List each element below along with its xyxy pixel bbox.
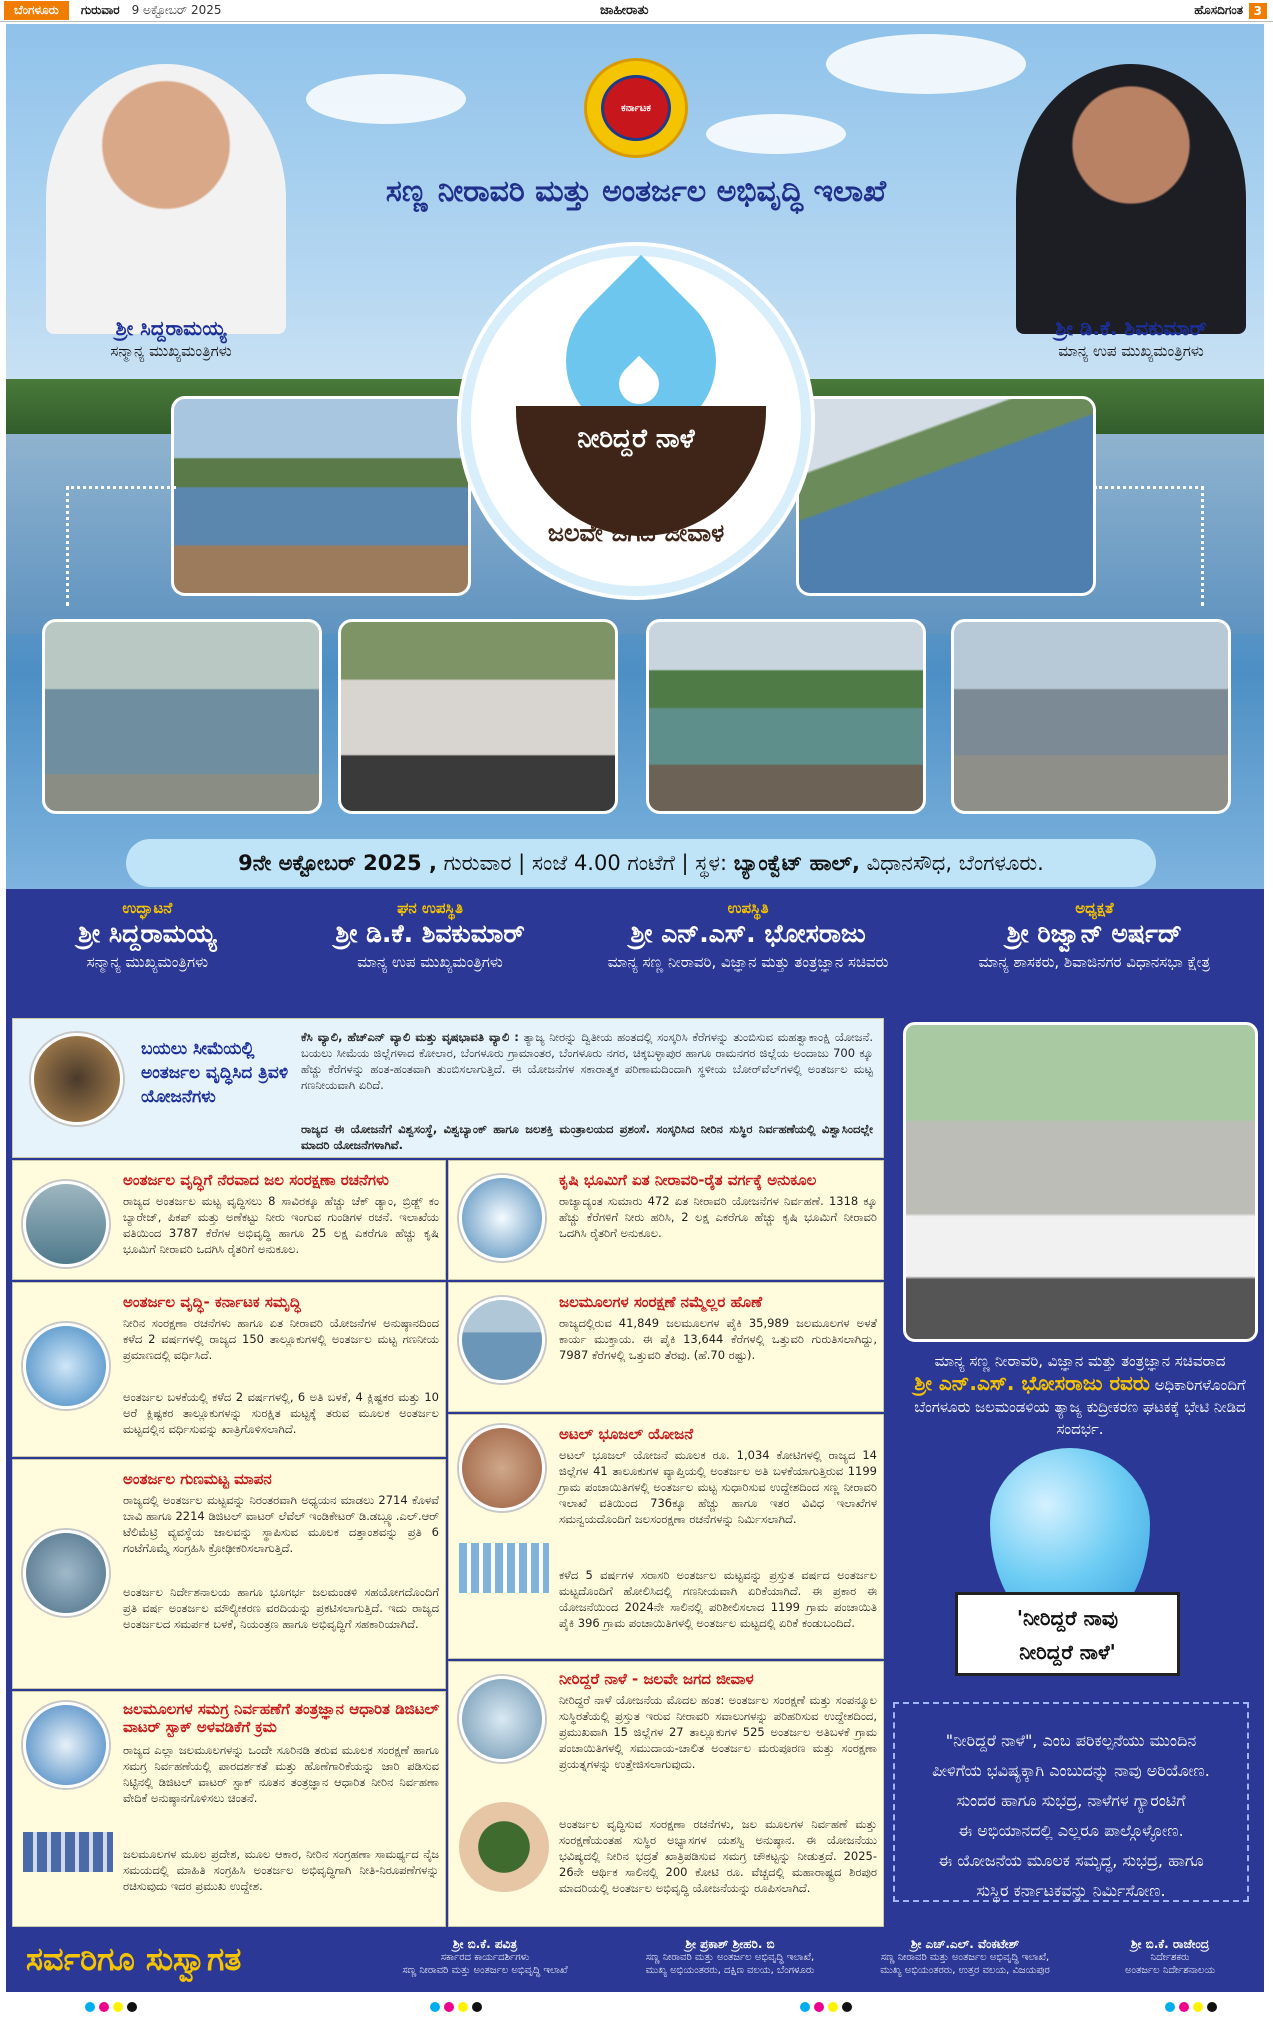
section-triple-projects [12,1018,884,1158]
section-neeriddare-naale: ನೀರಿದ್ದರೆ ನಾಳೆ - ಜಲವೇ ಜಗದ ಜೀವಾಳ ನೀರಿದ್ದರೆ ನಾಳೆ ಯೋಜನೆಯ ಮೊದಲ ಹಂತ: ಅಂತರ್ಜಲ ಸಂರಕ್ಷಣೆ ಮತ್ತು ಸಂಪನ್ಮೂಲ ಸುಸ್ಥಿರತೆಯಲ್ಲಿ ಪ್ರಸ್ತುತ ಇರುವ ನೀರಾವರಿ ಸವಾಲುಗಳನ್ನು ಪರಿಹರಿಸುವ ಉದ್ದೇಶದಿಂದ, ಪ್ರಮುಖವಾಗಿ 15 ಜಿಲ್ಲೆಗಳ 27 ತಾಲ್ಲೂಕುಗಳ 525 ಅಂತರ್ಜಲ ಅತಿಬಳಕೆ ಗ್ರಾಮ ಪಂಚಾಯಿತಿಗಳಲ್ಲಿ ಸಮುದಾಯ-ಚಾಲಿತ ಅಂತರ್ಜಲ ಮರುಪೂರಣ ಮತ್ತು ಸಂರಕ್ಷಣಾ ಪ್ರಯತ್ನಗಳನ್ನು ಉತ್ತೇಜಿಸಲಾಗುವುದು. ಅಂತರ್ಜಲ ವೃದ್ಧಿಸುವ ಸಂರಕ್ಷಣಾ ರಚನೆಗಳು, ಜಲ ಮೂಲಗಳ ನಿರ್ವಹಣೆ ಮತ್ತು ಸಂರಕ್ಷಣೆಯಂತಹ ಸುಸ್ಥಿರ ಅಭ್ಯಾಸಗಳ ಯಶಸ್ವಿ ಅನುಷ್ಠಾನ. ಈ ಯೋಜನೆಯು ಭವಿಷ್ಯದಲ್ಲಿ ನೀರಿನ ಭದ್ರತೆ ಖಾತ್ರಿಪಡಿಸುವ ಸಮಗ್ರ ಚೌಕಟ್ಟನ್ನು ನೀಡುತ್ತದೆ. 2025-26ನೇ ಆರ್ಥಿಕ ಸಾಲಿನಲ್ಲಿ 200 ಕೋಟಿ ರೂ. ವೆಚ್ಚದಲ್ಲಿ ಮಹಾರಾಷ್ಟ್ರದ ಶಿರಪುರ ಮಾದರಿಯಲ್ಲಿ ಅಂತರ್ಜಲ ಅಭಿವೃದ್ಧಿ ಯೋಜನೆಯನ್ನು ರೂಪಿಸಲಾಗಿದೆ. [448,1661,884,1927]
signatory: ಶ್ರೀ ಬಿ.ಕೆ. ರಾಜೇಂದ್ರ ನಿರ್ದೇಶಕರು ಅಂತರ್ಜಲ ನಿರ್ದೇಶನಾಲಯ [1124,1937,1216,1976]
well-photo [31,1033,123,1125]
section-water-bodies: ಜಲಮೂಲಗಳ ಸಂರಕ್ಷಣೆ ನಮ್ಮೆಲ್ಲರ ಹೊಣೆ ರಾಜ್ಯದಲ್ಲಿರುವ 41,849 ಜಲಮೂಲಗಳ ಪೈಕಿ 35,989 ಜಲಮೂಲಗಳ ಅಳತೆ ಕಾರ್ಯ ಮುಕ್ತಾಯ. ಈ ಪೈಕಿ 13,644 ಕೆರೆಗಳಲ್ಲಿ ಒತ್ತುವರಿ ಗುರುತಿಸಲಾಗಿದ್ದು, 7987 ಕೆರೆಗಳಲ್ಲಿ ಒತ್ತುವರಿ ತೆರವು. (ಹೆ.70 ರಷ್ಟು). [448,1282,884,1412]
registration-marks [800,2002,852,2012]
portrait-chief-minister [46,64,286,334]
pledge-box: "ನೀರಿದ್ದರೆ ನಾಳೆ", ಎಂಬ ಪರಿಕಲ್ಪನೆಯು ಮುಂದಿನ ಪೀಳಿಗೆಯ ಭವಿಷ್ಯಕ್ಕಾಗಿ ಎಂಬುದನ್ನು ನಾವು ಅರಿಯೋಣ. ಸುಂದರ ಹಾಗೂ ಸುಭದ್ರ, ನಾಳೆಗಳ ಗ್ಯಾರಂಟಿಗೆ ಈ ಅಭಿಯಾನದಲ್ಲಿ ಎಲ್ಲರೂ ಪಾಲ್ಗೊಳ್ಳೋಣ. ಈ ಯೋಜನೆಯ ಮೂಲಕ ಸಮೃದ್ಧ, ಸುಭದ್ರ, ಹಾಗೂ ಸುಸ್ಥಿರ ಕರ್ನಾಟಕವನ್ನು ನಿರ್ಮಿಸೋಣ. [893,1702,1249,1902]
monitoring-thumb [23,1530,109,1616]
section-digital-water-stack: ಜಲಮೂಲಗಳ ಸಮಗ್ರ ನಿರ್ವಹಣೆಗೆ ತಂತ್ರಜ್ಞಾನ ಆಧಾರಿತ ಡಿಜಿಟಲ್ ವಾಟರ್ ಸ್ಟಾಕ್ ಅಳವಡಿಕೆಗೆ ಕ್ರಮ ರಾಜ್ಯದ ಎಲ್ಲಾ ಜಲಮೂಲಗಳನ್ನು ಒಂದೇ ಸೂರಿನಡಿ ತರುವ ಮೂಲಕ ಸಂರಕ್ಷಣೆ ಹಾಗೂ ಸಮಗ್ರ ನಿರ್ವಹಣೆಯಲ್ಲಿ ಪಾರದರ್ಶಕತೆ ಮತ್ತು ಹೊಣೆಗಾರಿಕೆಯನ್ನು ಜಾರಿ ಪಡಿಸುವ ನಿಟ್ಟಿನಲ್ಲಿ ಡಿಜಿಟಲ್ ವಾಟರ್ ಸ್ಟಾಕ್ ನೂತನ ತಂತ್ರಜ್ಞಾನ ಆಧಾರಿತ ನೀರಿನ ನಿರ್ವಹಣಾ ವೇದಿಕೆ ಅನುಷ್ಠಾನಗೊಳಿಸಲು ಚಿಂತನೆ. ಜಲಮೂಲಗಳ ಮೂಲ ಪ್ರದೇಶ, ಮೂಲ ಆಕಾರ, ನೀರಿನ ಸಂಗ್ರಹಣಾ ಸಾಮರ್ಥ್ಯದ ನೈಜ ಸಮಯದಲ್ಲಿ ಮಾಹಿತಿ ಸಂಗ್ರಹಿಸಿ ಅಂತರ್ಜಲ ಅಭಿವೃದ್ಧಿಗಾಗಿ ನೀತಿ-ನಿರೂಪಣೆಗಳನ್ನು ರಚಿಸುವುದು ಇದರ ಪ್ರಮುಖ ಉದ್ದೇಶ. [12,1691,446,1927]
photo-caption: ಮಾನ್ಯ ಸಣ್ಣ ನೀರಾವರಿ, ವಿಜ್ಞಾನ ಮತ್ತು ತಂತ್ರಜ್ಞಾನ ಸಚಿವರಾದ ಶ್ರೀ ಎನ್.ಎಸ್. ಭೋಸರಾಜು ರವರು ಅಧಿಕಾರಿಗಳೊಂದಿಗೆ ಬೆಂಗಳೂರು ಜಲಮಂಡಳಿಯ ತ್ಯಾಜ್ಯ ಕುದ್ರೀಕರಣ ಘಟಕಕ್ಕೆ ಭೇಟಿ ನೀಡಿದ ಸಂದರ್ಭ. [914,1352,1246,1438]
weekday: ಗುರುವಾರ [80,3,120,17]
leader-role: ಸನ್ಮಾನ್ಯ ಮುಖ್ಯಮಂತ್ರಿಗಳು [110,342,232,360]
lake-photo-left [171,396,471,596]
section-groundwater-quality: ಅಂತರ್ಜಲ ಗುಣಮಟ್ಟ ಮಾಪನ ರಾಜ್ಯದಲ್ಲಿ ಅಂತರ್ಜಲ ಮಟ್ಟವನ್ನು ನಿರಂತರವಾಗಿ ಅಧ್ಯಯನ ಮಾಡಲು 2714 ಕೊಳವೆ ಬಾವಿ ಹಾಗೂ 2214 ಡಿಜಿಟಲ್ ವಾಟರ್ ಲೆವೆಲ್ ಇಂಡಿಕೇಟರ್ ಡಿ.ಡಬ್ಲ್ಯೂ.ಎಲ್.ಆರ್ ಟೆಲಿಮೆಟ್ರಿ ವ್ಯವಸ್ಥೆಯ ಜಾಲವನ್ನು ಸ್ಥಾಪಿಸುವ ಮೂಲಕ ದತ್ತಾಂಶವನ್ನು ಪ್ರತಿ 6 ಗಂಟೆಗೊಮ್ಮೆ ಸಂಗ್ರಹಿಸಿ ಕ್ರೋಢೀಕರಿಸಲಾಗುತ್ತಿದೆ. ಅಂತರ್ಜಲ ನಿರ್ದೇಶನಾಲಯ ಹಾಗೂ ಭೂಗರ್ಭ ಜಲಮಂಡಳಿ ಸಹಯೋಗದೊಂದಿಗೆ ಪ್ರತಿ ವರ್ಷ ಅಂತರ್ಜಲ ಮೌಲ್ಯೀಕರಣ ವರದಿಯನ್ನು ಪ್ರಕಟಿಸಲಾಗುತ್ತಿದೆ. ಇದು ರಾಜ್ಯದ ಅಂತರ್ಜಲದ ಸಮರ್ಪಕ ಬಳಕೆ, ನಿಯಂತ್ರಣ ಹಾಗೂ ಅಭಿವೃದ್ಧಿಗೆ ಸಹಕಾರಿಯಾಗಿದೆ. [12,1459,446,1689]
portrait-deputy-chief-minister [1016,64,1246,334]
digital-water-stack-thumb [23,1702,109,1788]
treatment-plant-photo [951,619,1231,814]
section-groundwater-growth: ಅಂತರ್ಜಲ ವೃದ್ಧಿ- ಕರ್ನಾಟಕ ಸಮೃದ್ಧಿ ನೀರಿನ ಸಂರಕ್ಷಣಾ ರಚನೆಗಳು ಹಾಗೂ ಏತ ನೀರಾವರಿ ಯೋಜನೆಗಳ ಅನುಷ್ಠಾನದಿಂದ ಕಳೆದ 2 ವರ್ಷಗಳಲ್ಲಿ ರಾಜ್ಯದ 150 ತಾಲ್ಲೂಕುಗಳಲ್ಲಿ ಅಂತರ್ಜಲ ಮಟ್ಟ ಗಣನೀಯ ಪ್ರಮಾಣದಲ್ಲಿ ವರ್ಧಿಸಿದೆ. ಅಂತರ್ಜಲ ಬಳಕೆಯಲ್ಲಿ ಕಳೆದ 2 ವರ್ಷಗಳಲ್ಲಿ, 6 ಅತಿ ಬಳಕೆ, 4 ಕ್ಲಿಷ್ಟಕರ ಮತ್ತು 10 ಅರೆ ಕ್ಲಿಷ್ಟಕರ ತಾಲ್ಲೂಕುಗಳನ್ನು ಸುರಕ್ಷಿತ ಮಟ್ಟಕ್ಕೆ ತರುವ ಮೂಲಕ ಅಂತರ್ಜಲ ಮಟ್ಟದಲ್ಲಿನ ವರ್ಧಿಸುವನ್ನು ಖಾತ್ರಿಗೊಳಿಸಲಾಗಿದೆ. [12,1282,446,1457]
guests-band [6,889,1264,1002]
advertisement-label: ಜಾಹೀರಾತು [600,3,649,18]
checkdam-thumb [23,1181,109,1267]
karnataka-emblem [584,58,688,158]
infographic-thumb [23,1832,113,1872]
section-atal-bhujal: ಅಟಲ್ ಭೂಜಲ್ ಯೋಜನೆ ಅಟಲ್ ಭೂಜಲ್ ಯೋಜನೆ ಮೂಲಕ ರೂ. 1,034 ಕೋಟಿಗಳಲ್ಲಿ ರಾಜ್ಯದ 14 ಜಿಲ್ಲೆಗಳ 41 ತಾಲೂಕುಗಳ ವ್ಯಾಪ್ತಿಯಲ್ಲಿ ಅಂತರ್ಜಲ ಅತಿ ಬಳಕೆಯಾಗುತ್ತಿರುವ 1199 ಗ್ರಾಮ ಪಂಚಾಯಿತಿಗಳಲ್ಲಿ ಅಂತರ್ಜಲ ಮಟ್ಟ ಸುಧಾರಿಸುವ ಉದ್ದೇಶದಿಂದ ಸಣ್ಣ ನೀರಾವರಿ ಇಲಾಖೆ ವತಿಯಿಂದ 736ಕ್ಕೂ ಹೆಚ್ಚು ಹಾಗೂ ಇತರ ವಿವಿಧ ಇಲಾಖೆಗಳ ಸಮನ್ವಯದೊಂದಿಗೆ ಜಲಸಂರಕ್ಷಣಾ ರಚನೆಗಳನ್ನು ನಿರ್ಮಿಸಲಾಗಿದೆ. ಕಳೆದ 5 ವರ್ಷಗಳ ಸರಾಸರಿ ಅಂತರ್ಜಲ ಮಟ್ಟವನ್ನು ಪ್ರಸ್ತುತ ವರ್ಷದ ಅಂತರ್ಜಲ ಮಟ್ಟದೊಂದಿಗೆ ಹೋಲಿಸಿದಲ್ಲಿ ಗಣನೀಯವಾಗಿ ಏರಿಕೆಯಾಗಿದೆ. ಈ ಪ್ರಕಾರ ಈ ಯೋಜನೆಯಿಂದ 2024ನೇ ಸಾಲಿನಲ್ಲಿ ಪರಿಶೀಲಿಸಲಾದ 1199 ಗ್ರಾಮ ಪಂಚಾಯಿತಿ ಪೈಕಿ 396 ಗ್ರಾಮ ಪಂಚಾಯಿತಿಗಳಲ್ಲಿ ಅಂತರ್ಜಲ ಮಟ್ಟದಲ್ಲಿ ಏರಿಕೆ ಕಂಡುಬಂದಿದೆ. [448,1414,884,1659]
officials-photo [338,619,618,814]
irrigation-thumb [459,1175,545,1261]
issue-date: 9 ಅಕ್ಟೋಬರ್ 2025 [131,3,222,17]
registration-marks [430,2002,482,2012]
registration-marks [85,2002,137,2012]
hands-water-thumb [459,1676,545,1762]
leader-name: ಶ್ರೀ ಸಿದ್ದರಾಮಯ್ಯ [115,316,227,340]
section-conservation-structures: ಅಂತರ್ಜಲ ವೃದ್ಧಿಗೆ ನೆರವಾದ ಜಲ ಸಂರಕ್ಷಣಾ ರಚನೆಗಳು ರಾಜ್ಯದ ಅಂತರ್ಜಲ ಮಟ್ಟ ವೃದ್ಧಿಸಲು 8 ಸಾವಿರಕ್ಕೂ ಹೆಚ್ಚು ಚೆಕ್ ಡ್ಯಾಂ, ಬ್ರಿಡ್ಜ್ ಕಂ ಬ್ಯಾರೇಜ್, ಪಿಕಪ್ ಮತ್ತು ಅಣೆಕಟ್ಟು ನೀರು ಇಂಗುವ ಗುಂಡಿಗಳ ರಚನೆ. ಇಲಾಖೆಯ ವತಿಯಿಂದ 3787 ಕೆರೆಗಳ ಅಭಿವೃದ್ಧಿ ಹಾಗೂ 25 ಲಕ್ಷ ಎಕರೆಗೂ ಹೆಚ್ಚು ಕೃಷಿ ಭೂಮಿಗೆ ನೀರಾವರಿ ಒದಗಿಸಿ ರೈತರಿಗೆ ಅನುಕೂಲ. [12,1160,446,1280]
lake-thumb [459,1297,545,1383]
community-thumb [459,1425,545,1511]
leader-dcm [1001,316,1261,360]
guest-presence: ಘನ ಉಪಸ್ಥಿತಿ ಶ್ರೀ ಡಿ.ಕೆ. ಶಿವಕುಮಾರ್ ಮಾನ್ಯ ಉಪ ಮುಖ್ಯಮಂತ್ರಿಗಳು [335,899,525,971]
checkdam-photo [42,619,322,814]
bar-infographic-thumb [459,1543,549,1593]
logo-tagline-bottom: ಜಲವೇ ಜಗದ ಜೀವಾಳ [547,519,725,547]
signatory: ಶ್ರೀ ಎಚ್.ಎಲ್. ವೆಂಕಟೇಶ್ ಸಣ್ಣ ನೀರಾವರಿ ಮತ್ತು ಅಂತರ್ಜಲ ಅಭಿವೃದ್ಧಿ ಇಲಾಖೆ, ಮುಖ್ಯ ಅಭಿಯಂತರರು, ಉತ್ತರ ವಲಯ, ವಿಜಯಪುರ [880,1937,1050,1976]
masthead-strip [0,0,1273,22]
section-body-2: ರಾಜ್ಯದ ಈ ಯೋಜನೆಗೆ ವಿಶ್ವಸಂಸ್ಥೆ, ವಿಶ್ವಬ್ಯಾಂಕ್ ಹಾಗೂ ಜಲಶಕ್ತಿ ಮಂತ್ರಾಲಯದ ಪ್ರಶಂಸೆ. ಸಂಸ್ಕರಿಸಿದ ನೀರಿನ ಸುಸ್ಥಿರ ನಿರ್ವಹಣೆಯಲ್ಲಿ ವಿಶ್ವಾಸಿಂದಲ್ಲೇ ಮಾದರಿ ಯೋಜನೆಗಳಾಗಿವೆ. [301,1122,873,1152]
department-title: ಸಣ್ಣ ನೀರಾವರಿ ಮತ್ತು ಅಂತರ್ಜಲ ಅಭಿವೃದ್ಧಿ ಇಲಾಖೆ [385,174,887,209]
edition-tag: ಬೆಂಗಳೂರು [4,1,69,20]
bridge-photo-right [796,396,1096,596]
hero-banner [6,24,1264,889]
registration-marks [1165,2002,1217,2012]
section-title: ಬಯಲು ಸೀಮೆಯಲ್ಲಿ ಅಂತರ್ಜಲ ವೃದ್ಧಿಸಿದ ತ್ರಿವಳಿ ಯೋಜನೆಗಳು [141,1039,289,1107]
campaign-logo [461,246,811,596]
section-lift-irrigation: ಕೃಷಿ ಭೂಮಿಗೆ ಏತ ನೀರಾವರಿ-ರೈತ ವರ್ಗಕ್ಕೆ ಅನುಕೂಲ ರಾಜ್ಯಾದ್ಯಂತ ಸುಮಾರು 472 ಏತ ನೀರಾವರಿ ಯೋಜನೆಗಳ ನಿರ್ವಹಣೆ. 1318 ಕ್ಕೂ ಹೆಚ್ಚು ಕೆರೆಗಳಿಗೆ ನೀರು ಹರಿಸಿ, 2 ಲಕ್ಷ ಎಕರೆಗೂ ಹೆಚ್ಚು ಕೃಷಿ ಭೂಮಿಗೆ ನೀರಾವರಿ ಒದಗಿಸಿ ರೈತರಿಗೆ ಅನುಕೂಲ. [448,1160,884,1280]
guest-president: ಅಧ್ಯಕ್ಷತೆ ಶ್ರೀ ರಿಜ್ವಾನ್ ಅರ್ಷದ್ ಮಾನ್ಯ ಶಾಸಕರು, ಶಿವಾಜಿನಗರ ವಿಧಾನಸಭಾ ಕ್ಷೇತ್ರ [978,899,1211,971]
newspaper-name: ಹೊಸದಿಗಂತ [1194,3,1243,17]
page-number: 3 [1249,3,1267,19]
mascot-banner: 'ನೀರಿದ್ದರೆ ನಾವು ನೀರಿದ್ದರೆ ನಾಳೆ' [955,1592,1180,1676]
minister-visit-photo [903,1022,1258,1342]
leader-cm [46,316,296,360]
tree-illustration [459,1802,549,1892]
welcome-text: ಸರ್ವರಿಗೂ ಸುಸ್ವಾಗತ [26,1940,242,1978]
guest-attendance: ಉಪಸ್ಥಿತಿ ಶ್ರೀ ಎನ್.ಎಸ್. ಭೋಸರಾಜು ಮಾನ್ಯ ಸಣ್ಣ ನೀರಾವರಿ, ವಿಜ್ಞಾನ ಮತ್ತು ತಂತ್ರಜ್ಞಾನ ಸಚಿವರು [607,899,889,971]
leader-name: ಶ್ರೀ ಡಿ.ಕೆ. ಶಿವಕುಮಾರ್ [1055,316,1207,340]
signatory: ಶ್ರೀ ಬಿ.ಕೆ. ಪವಿತ್ರ ಸರ್ಕಾರದ ಕಾರ್ಯದರ್ಶಿಗಳು ಸಣ್ಣ ನೀರಾವರಿ ಮತ್ತು ಅಂತರ್ಜಲ ಅಭಿವೃದ್ಧಿ ಇಲಾಖೆ [402,1937,568,1976]
leader-role: ಮಾನ್ಯ ಉಪ ಮುಖ್ಯಮಂತ್ರಿಗಳು [1058,342,1204,360]
section-body: ಕೆಸಿ ವ್ಯಾಲಿ, ಹೆಚ್‌ಎನ್ ವ್ಯಾಲಿ ಮತ್ತು ವೃಷಭಾವತಿ ವ್ಯಾಲಿ : ತ್ಯಾಜ್ಯ ನೀರನ್ನು ದ್ವಿತೀಯ ಹಂತದಲ್ಲಿ ಸಂಸ್ಕರಿಸಿ ಕೆರೆಗಳನ್ನು ತುಂಬಿಸುವ ಮಹತ್ವಾಕಾಂಕ್ಷಿ ಯೋಜನೆ. ಬಯಲು ಸೀಮೆಯ ಜಿಲ್ಲೆಗಳಾದ ಕೋಲಾರ, ಬೆಂಗಳೂರು ಗ್ರಾಮಾಂತರ, ಬೆಂಗಳೂರು ನಗರ, ಚಿಕ್ಕಬಳ್ಳಾಪುರ ಹಾಗೂ ರಾಮನಗರ ಜಿಲ್ಲೆಯ ಅಂದಾಜು 700 ಕ್ಕೂ ಹೆಚ್ಚು ಕೆರೆಗಳನ್ನು ಹಂತ-ಹಂತವಾಗಿ ತುಂಬಿಸಲಾಗುತ್ತಿದೆ. ಈ ಯೋಜನೆಗಳ ಸಕಾರಾತ್ಮಕ ಪರಿಣಾಮದಿಂದಾಗಿ ಸ್ಥಳೀಯ ಬೋರ್‌ವೆಲ್‌ಗಳಲ್ಲಿ ಅಂತರ್ಜಲ ಮಟ್ಟ ಗಣನೀಯವಾಗಿ ಏರಿದೆ. [301,1030,874,1092]
event-details: 9ನೇ ಅಕ್ಟೋಬರ್ 2025 , ಗುರುವಾರ | ಸಂಜೆ 4.00 ಗಂಟೆಗೆ | ಸ್ಥಳ: ಬ್ಯಾಂಕ್ವೆಟ್ ಹಾಲ್, ವಿಧಾನಸೌಧ, ಬೆಂಗಳೂರು. [126,839,1156,887]
emblem-crest: ಕರ್ನಾಟಕ [601,75,671,141]
signatory: ಶ್ರೀ ಪ್ರಕಾಶ್ ಶ್ರೀಹರಿ. ಬಿ ಸಣ್ಣ ನೀರಾವರಿ ಮತ್ತು ಅಂತರ್ಜಲ ಅಭಿವೃದ್ಧಿ ಇಲಾಖೆ, ಮುಖ್ಯ ಅಭಿಯಂತರರು, ದಕ್ಷಿಣ ವಲಯ, ಬೆಂಗಳೂರು [645,1937,815,1976]
logo-tagline-top: ನೀರಿದ್ದರೆ ನಾಳೆ [577,424,695,454]
guest-inauguration: ಉದ್ಘಾಟನೆ ಶ್ರೀ ಸಿದ್ದರಾಮಯ್ಯ ಸನ್ಮಾನ್ಯ ಮುಖ್ಯಮಂತ್ರಿಗಳು [78,899,217,971]
water-tap-thumb [23,1323,109,1409]
barrage-photo [646,619,926,814]
